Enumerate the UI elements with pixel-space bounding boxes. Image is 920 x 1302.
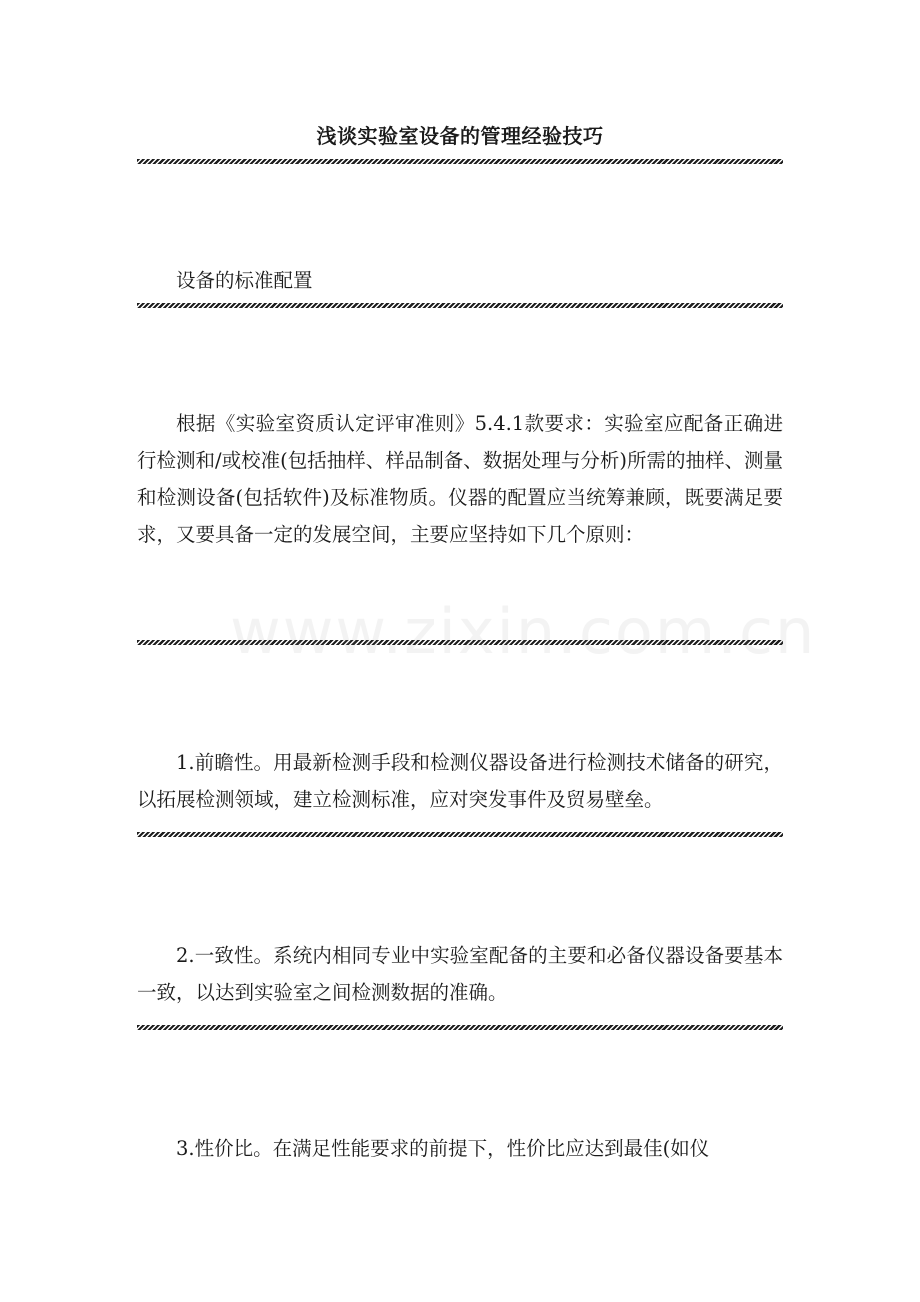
paragraph-block	[137, 405, 783, 553]
document-title: 浅谈实验室设备的管理经验技巧	[316, 124, 604, 148]
section-heading	[137, 262, 783, 299]
paragraph-block	[137, 1130, 783, 1167]
divider-rule	[137, 303, 783, 308]
watermark: www.zixin.com.cn	[230, 595, 817, 668]
divider-rule	[137, 1025, 783, 1030]
paragraph: 3.性价比。在满足性能要求的前提下，性价比应达到最佳(如仪	[176, 1137, 710, 1160]
paragraph: 设备的标准配置	[176, 269, 313, 292]
divider-rule	[137, 640, 783, 645]
divider-rule	[137, 832, 783, 837]
paragraph: 2.一致性。系统内相同专业中实验室配备的主要和必备仪器设备要基本一致，以达到实验室之间检测数据的准确。	[137, 944, 783, 1004]
divider-rule	[137, 159, 783, 164]
paragraph: 根据《实验室资质认定评审准则》5.4.1款要求：实验室应配备正确进行检测和/或校准(包括抽样、样品制备、数据处理与分析)所需的抽样、测量和检测设备(包括软件)及标准物质。仪器的配置应当统筹兼顾，既要满足要求，又要具备一定的发展空间，主要应坚持如下几个原则：	[137, 412, 783, 546]
paragraph-block	[137, 937, 783, 1011]
paragraph-block	[137, 744, 783, 818]
paragraph: 1.前瞻性。用最新检测手段和检测仪器设备进行检测技术储备的研究，以拓展检测领域，建立检测标准，应对突发事件及贸易壁垒。	[137, 751, 783, 811]
